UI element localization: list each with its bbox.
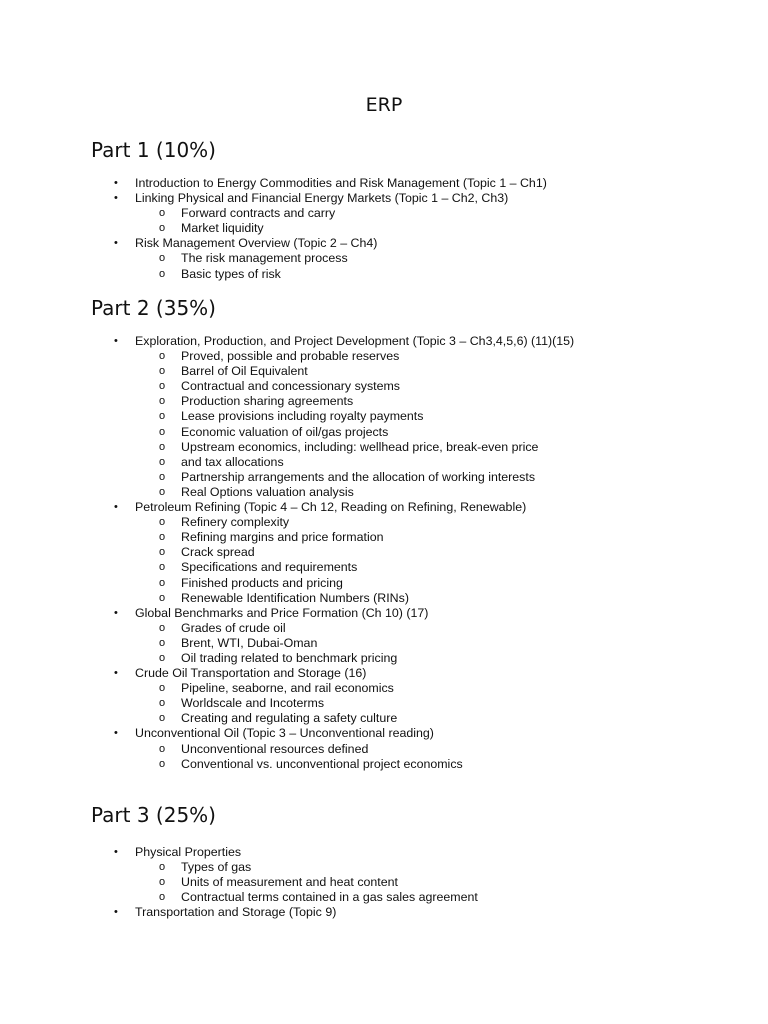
sub-bullet-icon: o — [159, 742, 166, 755]
sub-bullet-icon: o — [159, 222, 166, 235]
list-item-text: Lease provisions including royalty payments — [181, 409, 424, 424]
bullet-icon: • — [114, 727, 118, 740]
sub-list-item — [0, 267, 768, 282]
list-item-text: Economic valuation of oil/gas projects — [181, 424, 389, 439]
list-item — [0, 191, 768, 206]
sub-list-item — [0, 364, 768, 379]
sub-list-item — [0, 576, 768, 591]
sub-list-item — [0, 757, 768, 772]
list-item-text: Linking Physical and Financial Energy Markets (Topic 1 – Ch2, Ch3) — [135, 191, 509, 206]
sub-bullet-icon: o — [159, 425, 166, 438]
sub-bullet-icon: o — [159, 395, 166, 408]
list-item-text: Proved, possible and probable reserves — [181, 349, 400, 364]
list-item — [0, 905, 768, 920]
sub-bullet-icon: o — [159, 621, 166, 634]
list-item-text: Transportation and Storage (Topic 9) — [135, 905, 337, 920]
sub-bullet-icon: o — [159, 546, 166, 559]
list-item-text: Types of gas — [181, 860, 252, 875]
bullet-icon: • — [114, 846, 118, 858]
list-item-text: Introduction to Energy Commodities and Risk Management (Topic 1 – Ch1) — [135, 176, 547, 190]
part-1-heading: Part 1 (10%) — [91, 138, 216, 162]
sub-list-item — [0, 251, 768, 266]
sub-list-item — [0, 409, 768, 424]
sub-bullet-icon: o — [159, 455, 166, 468]
sub-bullet-icon: o — [159, 350, 166, 363]
list-item-text: Partnership arrangements and the allocation of working interests — [181, 469, 536, 484]
sub-list-item — [0, 515, 768, 530]
list-item — [0, 334, 768, 349]
sub-bullet-icon: o — [159, 682, 166, 695]
sub-bullet-icon: o — [159, 207, 166, 220]
sub-bullet-icon: o — [159, 380, 166, 393]
list-item-text: Risk Management Overview (Topic 2 – Ch4) — [135, 236, 378, 251]
list-item-text: and tax allocations — [181, 454, 284, 469]
sub-bullet-icon: o — [159, 712, 166, 725]
list-item-text: Production sharing agreements — [181, 394, 354, 409]
list-item — [0, 236, 768, 251]
sub-bullet-icon: o — [159, 636, 166, 649]
part-2-heading: Part 2 (35%) — [91, 296, 216, 320]
sub-bullet-icon: o — [159, 891, 166, 904]
list-item — [0, 845, 768, 860]
sub-list-item — [0, 470, 768, 485]
bullet-icon: • — [114, 606, 118, 619]
list-item-text: Brent, WTI, Dubai-Oman — [181, 635, 318, 650]
list-item-text: Contractual terms contained in a gas sales agreement — [181, 890, 478, 905]
bullet-icon: • — [114, 237, 118, 250]
list-item-text: Physical Properties — [135, 845, 242, 859]
list-item-text: The risk management process — [181, 251, 348, 266]
list-item-text: Barrel of Oil Equivalent — [181, 364, 308, 379]
document-title: ERP — [365, 94, 403, 116]
sub-list-item — [0, 440, 768, 455]
list-item-text: Upstream economics, including: wellhead price, break-even price — [181, 439, 539, 454]
sub-list-item — [0, 560, 768, 575]
list-item-text: Grades of crude oil — [181, 620, 286, 635]
list-item-text: Crude Oil Transportation and Storage (16) — [135, 666, 367, 681]
sub-list-item — [0, 742, 768, 757]
sub-list-item — [0, 711, 768, 726]
list-item — [0, 666, 768, 681]
sub-list-item — [0, 875, 768, 890]
list-item-text: Renewable Identification Numbers (RINs) — [181, 590, 409, 605]
list-item-text: Unconventional resources defined — [181, 741, 369, 756]
sub-bullet-icon: o — [159, 757, 166, 770]
sub-bullet-icon: o — [159, 365, 166, 378]
bullet-icon: • — [114, 906, 118, 919]
list-item-text: Petroleum Refining (Topic 4 – Ch 12, Reading on Refining, Renewable) — [135, 500, 527, 515]
list-item-text: Refining margins and price formation — [181, 530, 384, 545]
list-item-text: Oil trading related to benchmark pricing — [181, 650, 398, 665]
list-item-text: Specifications and requirements — [181, 560, 358, 575]
sub-list-item — [0, 591, 768, 606]
list-item-text: Pipeline, seaborne, and rail economics — [181, 681, 394, 696]
sub-bullet-icon: o — [159, 697, 166, 710]
sub-list-item — [0, 221, 768, 236]
sub-list-item — [0, 379, 768, 394]
list-item-text: Real Options valuation analysis — [181, 484, 354, 499]
sub-bullet-icon: o — [159, 861, 166, 874]
part-1-list — [0, 176, 768, 282]
sub-list-item — [0, 206, 768, 221]
list-item-text: Contractual and concessionary systems — [181, 379, 401, 394]
sub-bullet-icon: o — [159, 531, 166, 544]
list-item-text: Exploration, Production, and Project Development (Topic 3 – Ch3,4,5,6) (11)(15) — [135, 334, 575, 348]
list-item — [0, 606, 768, 621]
sub-bullet-icon: o — [159, 516, 166, 529]
sub-list-item — [0, 349, 768, 364]
list-item-text: Forward contracts and carry — [181, 206, 336, 221]
sub-list-item — [0, 860, 768, 875]
sub-bullet-icon: o — [159, 440, 166, 453]
bullet-icon: • — [114, 501, 118, 514]
list-item-text: Units of measurement and heat content — [181, 875, 398, 890]
list-item — [0, 176, 768, 191]
sub-bullet-icon: o — [159, 470, 166, 483]
sub-list-item — [0, 425, 768, 440]
sub-bullet-icon: o — [159, 576, 166, 589]
list-item-text: Creating and regulating a safety culture — [181, 711, 398, 726]
list-item — [0, 500, 768, 515]
list-item-text: Crack spread — [181, 545, 255, 560]
sub-list-item — [0, 530, 768, 545]
sub-bullet-icon: o — [159, 876, 166, 889]
sub-bullet-icon: o — [159, 591, 166, 604]
part-3-heading: Part 3 (25%) — [91, 803, 216, 827]
sub-bullet-icon: o — [159, 267, 166, 280]
sub-list-item — [0, 545, 768, 560]
list-item-text: Global Benchmarks and Price Formation (Ch 10) (17) — [135, 605, 429, 620]
sub-list-item — [0, 890, 768, 905]
list-item-text: Basic types of risk — [181, 266, 281, 281]
part-3-list — [0, 845, 768, 920]
list-item-text: Finished products and pricing — [181, 575, 343, 590]
sub-bullet-icon: o — [159, 410, 166, 423]
sub-list-item — [0, 696, 768, 711]
list-item-text: Refinery complexity — [181, 515, 290, 530]
sub-list-item — [0, 681, 768, 696]
sub-list-item — [0, 636, 768, 651]
sub-list-item — [0, 621, 768, 636]
bullet-icon: • — [114, 177, 118, 189]
sub-list-item — [0, 455, 768, 470]
list-item-text: Conventional vs. unconventional project economics — [181, 756, 463, 771]
part-2-list — [0, 334, 768, 772]
bullet-icon: • — [114, 192, 118, 205]
sub-list-item — [0, 651, 768, 666]
sub-list-item — [0, 485, 768, 500]
bullet-icon: • — [114, 335, 118, 347]
bullet-icon: • — [114, 667, 118, 680]
sub-bullet-icon: o — [159, 252, 166, 265]
sub-bullet-icon: o — [159, 651, 166, 664]
list-item-text: Unconventional Oil (Topic 3 – Unconventional reading) — [135, 726, 434, 741]
list-item-text: Worldscale and Incoterms — [181, 696, 325, 711]
sub-bullet-icon: o — [159, 485, 166, 498]
sub-bullet-icon: o — [159, 561, 166, 574]
list-item-text: Market liquidity — [181, 221, 264, 236]
list-item — [0, 726, 768, 741]
sub-list-item — [0, 394, 768, 409]
